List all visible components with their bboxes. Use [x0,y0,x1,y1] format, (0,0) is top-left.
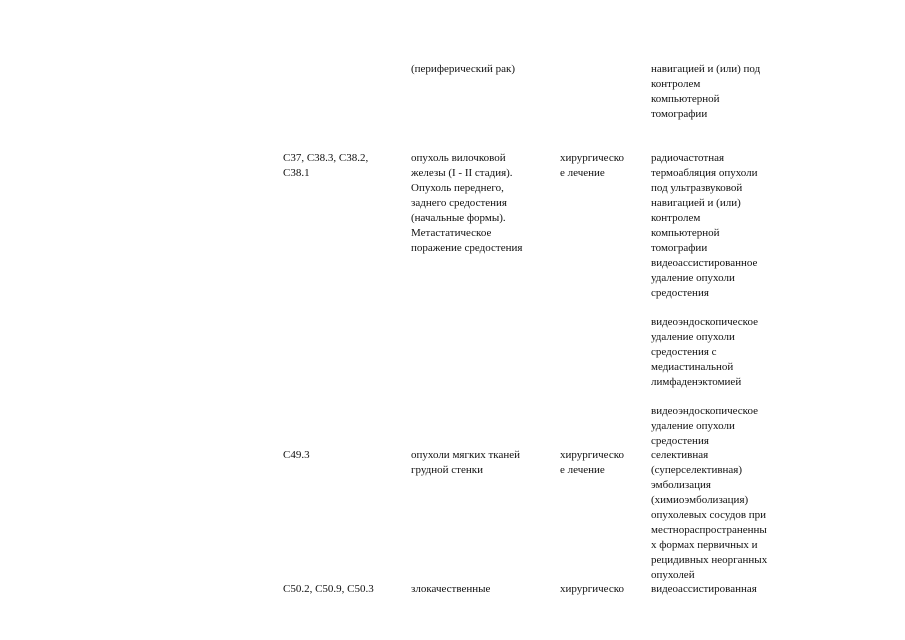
method-cell: видеоассистированная [651,583,757,595]
icd-code-cell: C50.2, C50.9, C50.3 [283,583,374,595]
icd-code-cell: C37, C38.3, C38.2, C38.1 [283,152,369,179]
treatment-type-cell: хирургическо е лечение [560,449,624,476]
method-cell: селективная (суперселективная) эмболизация (химиоэмболизация) опухолевых сосудов при местнораспространенны х формах первичных и рецидивных неорганных опухолей [651,449,768,581]
method-cell: видеоэндоскопическое удаление опухоли средостения с медиастинальной лимфаденэктомией [651,316,758,388]
diagnosis-cell: опухоли мягких тканей грудной стенки [411,449,520,476]
treatment-type-cell: хирургическо е лечение [560,152,624,179]
method-cell: видеоэндоскопическое удаление опухоли средостения [651,405,758,447]
diagnosis-cell: (периферический рак) [411,63,516,75]
icd-code-cell: C49.3 [283,449,310,461]
method-cell: навигацией и (или) под контролем компьютерной томографии [651,63,761,120]
diagnosis-cell: злокачественные [411,583,491,595]
method-cell: радиочастотная термоабляция опухоли под ультразвуковой навигацией и (или) контролем компьютерной томографии видеоассистированное удаление опухоли средостения [651,152,758,299]
treatment-type-cell: хирургическо [560,583,624,595]
diagnosis-cell: опухоль вилочковой железы (I - II стадия). Опухоль переднего, заднего средостения (начальные формы). Метастатическое поражение средостения [411,152,523,254]
